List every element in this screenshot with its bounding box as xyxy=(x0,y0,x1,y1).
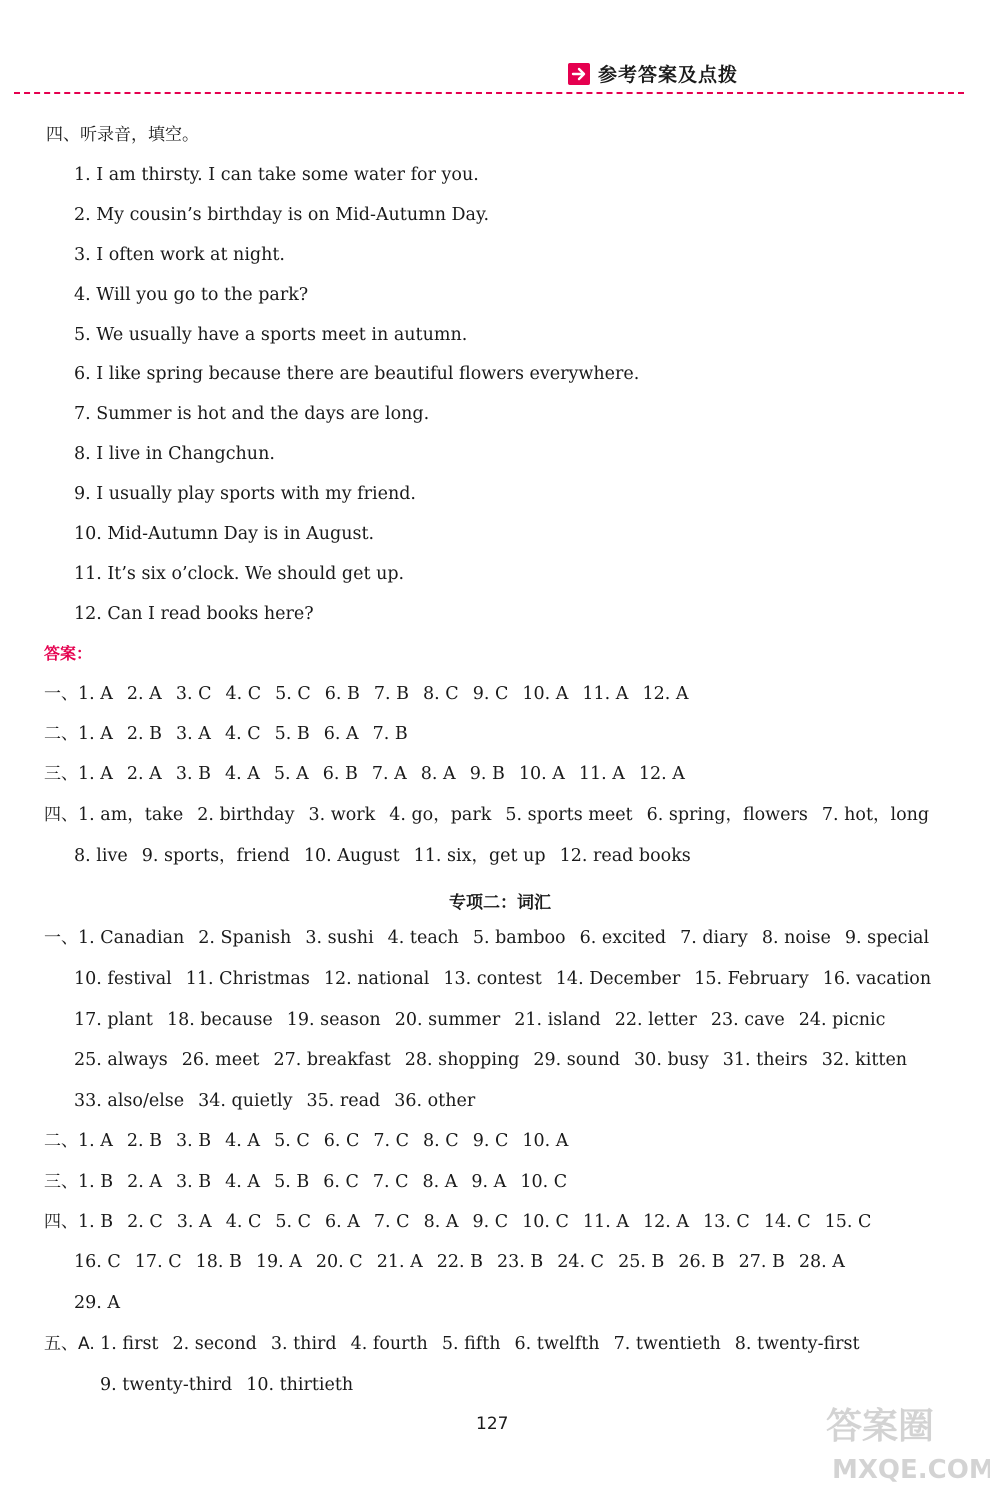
answer-item: 22. B xyxy=(436,1252,484,1272)
answer-row xyxy=(74,1049,921,1071)
answer-item: 9. B xyxy=(469,764,505,784)
answer-row xyxy=(44,1211,885,1233)
transcript-line: 1. I am thirsty. I can take some water for you. xyxy=(74,165,479,185)
answer-row xyxy=(74,845,705,867)
answer-item: 36. other xyxy=(394,1091,476,1111)
answer-item: 18. because xyxy=(166,1010,273,1030)
answer-item: 3. A xyxy=(176,724,211,744)
transcript-line: 5. We usually have a sports meet in autumn. xyxy=(74,325,468,345)
answer-item: 7. B xyxy=(372,724,408,744)
answer-item: 2. birthday xyxy=(197,805,295,825)
answer-item: 7. A xyxy=(371,764,407,784)
answer-item: 1. B xyxy=(78,1172,114,1192)
answer-item: 14. December xyxy=(555,969,681,989)
watermark-text: 答案圈 xyxy=(826,1406,935,1447)
row-prefix: 五、A. xyxy=(44,1334,101,1354)
answer-item: 4. C xyxy=(225,1212,262,1232)
answer-item: 5. C xyxy=(275,684,311,704)
answer-item: 6. B xyxy=(322,764,358,784)
answer-item: 1. A xyxy=(78,1131,113,1151)
section-title: 专项二：词汇 xyxy=(449,893,551,913)
row-prefix: 二、 xyxy=(44,724,78,744)
answer-item: 6. spring，flowers xyxy=(646,805,808,825)
row-prefix: 三、 xyxy=(44,1172,78,1192)
answer-item: 20. C xyxy=(315,1252,363,1272)
answer-item: 10. C xyxy=(520,1172,568,1192)
watermark-logo xyxy=(818,1396,990,1486)
answer-item: 15. C xyxy=(824,1212,872,1232)
answer-row xyxy=(44,723,422,745)
answer-item: 1. A xyxy=(78,764,113,784)
answer-item: 7. twentieth xyxy=(613,1334,721,1354)
answer-row xyxy=(44,804,943,826)
answer-item: 7. B xyxy=(373,684,410,704)
row-prefix: 三、 xyxy=(44,764,78,784)
answer-row xyxy=(74,968,945,990)
answer-item: 4. A xyxy=(225,1172,261,1192)
answer-item: 2. A xyxy=(127,1172,163,1192)
answer-row xyxy=(44,683,702,705)
row-prefix: 四、 xyxy=(44,1212,78,1232)
answer-item: 3. A xyxy=(176,1212,212,1232)
arrow-right-icon xyxy=(568,63,590,85)
answer-row xyxy=(74,1090,489,1112)
answer-item: 12. national xyxy=(323,969,430,989)
answer-item: 5. B xyxy=(274,1172,310,1192)
answer-item: 9. special xyxy=(844,928,930,948)
answer-item: 23. cave xyxy=(710,1010,785,1030)
answer-item: 3. work xyxy=(308,805,376,825)
row-prefix: 四、 xyxy=(44,805,78,825)
answer-item: 12. read books xyxy=(559,846,691,866)
answer-item: 7. diary xyxy=(680,928,748,948)
answer-item: 16. C xyxy=(74,1252,121,1272)
answer-row xyxy=(44,1171,581,1193)
answer-item: 12. A xyxy=(638,764,685,784)
answer-item: 12. A xyxy=(642,684,689,704)
answer-item: 2. A xyxy=(126,764,162,784)
answer-item: 10. A xyxy=(522,1131,569,1151)
answer-item: 1. am，take xyxy=(78,805,184,825)
answer-item: 11. A xyxy=(578,764,625,784)
page-number: 127 xyxy=(476,1414,509,1434)
answer-item: 8. noise xyxy=(761,928,831,948)
answer-item: 3. B xyxy=(176,1131,212,1151)
answer-item: 27. breakfast xyxy=(273,1050,391,1070)
answer-item: 8. live xyxy=(74,846,128,866)
answer-item: 7. C xyxy=(373,1212,410,1232)
answer-item: 33. also/else xyxy=(74,1091,185,1111)
answers-label: 答案： xyxy=(44,644,93,663)
answer-item: 11. Christmas xyxy=(185,969,310,989)
answer-item: 5. C xyxy=(274,1131,310,1151)
answer-item: 5. fifth xyxy=(441,1334,501,1354)
answer-item: 21. island xyxy=(514,1010,601,1030)
answer-item: 31. theirs xyxy=(722,1050,808,1070)
answer-item: 19. season xyxy=(286,1010,381,1030)
answer-item: 5. A xyxy=(273,764,309,784)
answer-row xyxy=(44,1333,874,1355)
answer-item: 3. B xyxy=(175,764,211,784)
answer-item: 26. meet xyxy=(181,1050,260,1070)
row-prefix: 二、 xyxy=(44,1131,78,1151)
answer-item: 23. B xyxy=(497,1252,544,1272)
answer-item: 9. C xyxy=(472,1131,509,1151)
answer-item: 16. vacation xyxy=(822,969,932,989)
header-title: 参考答案及点拨 xyxy=(598,64,739,86)
answer-item: 6. twelfth xyxy=(514,1334,600,1354)
answer-item: 7. C xyxy=(372,1172,409,1192)
answer-item: 30. busy xyxy=(634,1050,709,1070)
answer-item: 26. B xyxy=(678,1252,725,1272)
answer-item: 9. A xyxy=(471,1172,507,1192)
answer-item: 10. A xyxy=(522,684,569,704)
answer-item: 13. contest xyxy=(443,969,542,989)
answer-row xyxy=(74,1251,859,1273)
transcript-line: 6. I like spring because there are beautiful flowers everywhere. xyxy=(74,364,640,384)
answer-item: 27. B xyxy=(738,1252,785,1272)
answer-item: 4. go，park xyxy=(389,805,492,825)
answer-item: 8. A xyxy=(422,1172,458,1192)
transcript-line: 3. I often work at night. xyxy=(74,245,285,265)
answer-item: 25. B xyxy=(618,1252,665,1272)
answer-item: 10. festival xyxy=(74,969,172,989)
answer-item: 9. twenty-third xyxy=(100,1375,233,1395)
answer-item: 5. C xyxy=(275,1212,311,1232)
answer-row xyxy=(74,1009,899,1031)
answer-item: 20. summer xyxy=(394,1010,501,1030)
answer-row xyxy=(74,1292,134,1314)
answer-item: 1. first xyxy=(100,1334,159,1354)
answer-item: 24. picnic xyxy=(798,1010,886,1030)
answer-item: 2. C xyxy=(127,1212,163,1232)
answer-item: 2. B xyxy=(126,1131,163,1151)
answer-item: 3. B xyxy=(176,1172,212,1192)
answer-item: 8. twenty-first xyxy=(734,1334,860,1354)
answer-item: 6. A xyxy=(325,1212,360,1232)
answer-item: 19. A xyxy=(255,1252,302,1272)
answer-item: 11. A xyxy=(582,1212,629,1232)
answer-row xyxy=(100,1374,367,1396)
answer-item: 6. C xyxy=(323,1172,359,1192)
answer-item: 5. B xyxy=(274,724,310,744)
transcript-line: 10. Mid-Autumn Day is in August. xyxy=(74,524,375,544)
answer-item: 28. A xyxy=(798,1252,845,1272)
answer-item: 4. A xyxy=(224,764,260,784)
transcript-line: 11. It’s six o’clock. We should get up. xyxy=(74,564,405,584)
answer-item: 10. August xyxy=(303,846,400,866)
answer-item: 5. sports meet xyxy=(505,805,633,825)
answer-item: 24. C xyxy=(557,1252,605,1272)
answer-item: 3. third xyxy=(270,1334,337,1354)
answer-item: 11. A xyxy=(582,684,629,704)
answer-row xyxy=(44,927,943,949)
answer-item: 8. C xyxy=(423,1131,459,1151)
answer-item: 6. excited xyxy=(579,928,667,948)
section-heading: 四、听录音，填空。 xyxy=(46,125,199,145)
row-prefix: 一、 xyxy=(44,684,78,704)
answer-item: 10. C xyxy=(522,1212,569,1232)
answer-item: 4. teach xyxy=(387,928,459,948)
answer-row xyxy=(44,1130,582,1152)
answer-item: 1. A xyxy=(78,684,113,704)
answer-item: 10. A xyxy=(518,764,565,784)
answer-item: 1. Canadian xyxy=(78,928,185,948)
answer-item: 4. fourth xyxy=(350,1334,428,1354)
answer-item: 6. A xyxy=(323,724,359,744)
answer-item: 35. read xyxy=(306,1091,381,1111)
answer-item: 4. C xyxy=(225,684,262,704)
row-prefix: 一、 xyxy=(44,928,78,948)
answer-item: 2. second xyxy=(172,1334,257,1354)
answer-item: 5. bamboo xyxy=(472,928,566,948)
watermark-url: MXQE.COM xyxy=(832,1455,990,1485)
answer-item: 32. kitten xyxy=(821,1050,908,1070)
answer-item: 7. C xyxy=(373,1131,410,1151)
answer-item: 1. A xyxy=(78,724,113,744)
answer-item: 8. C xyxy=(423,684,459,704)
answer-item: 29. A xyxy=(74,1293,121,1313)
answer-item: 3. C xyxy=(175,684,212,704)
answer-item: 8. A xyxy=(423,1212,459,1232)
answer-item: 11. six，get up xyxy=(413,846,546,866)
answer-item: 6. B xyxy=(324,684,360,704)
answer-item: 17. plant xyxy=(74,1010,153,1030)
answer-item: 17. C xyxy=(134,1252,182,1272)
answer-item: 28. shopping xyxy=(404,1050,520,1070)
transcript-line: 9. I usually play sports with my friend. xyxy=(74,484,416,504)
answer-item: 1. B xyxy=(78,1212,114,1232)
transcript-line: 8. I live in Changchun. xyxy=(74,444,275,464)
answer-item: 14. C xyxy=(763,1212,811,1232)
answer-item: 2. B xyxy=(126,724,163,744)
answer-item: 21. A xyxy=(376,1252,423,1272)
transcript-line: 12. Can I read books here? xyxy=(74,604,314,624)
answer-item: 2. Spanish xyxy=(198,928,292,948)
answer-item: 34. quietly xyxy=(198,1091,293,1111)
answer-item: 9. sports，friend xyxy=(141,846,290,866)
answer-item: 18. B xyxy=(195,1252,242,1272)
answer-item: 9. C xyxy=(472,1212,509,1232)
answer-item: 7. hot，long xyxy=(821,805,930,825)
transcript-line: 4. Will you go to the park? xyxy=(74,285,309,305)
transcript-line: 7. Summer is hot and the days are long. xyxy=(74,404,430,424)
transcript-line: 2. My cousin’s birthday is on Mid-Autumn Day. xyxy=(74,205,490,225)
header-divider xyxy=(14,92,964,94)
answer-item: 13. C xyxy=(703,1212,750,1232)
answer-item: 9. C xyxy=(472,684,509,704)
answer-item: 29. sound xyxy=(533,1050,621,1070)
answer-item: 4. C xyxy=(224,724,261,744)
answer-row xyxy=(44,763,699,785)
answer-item: 22. letter xyxy=(614,1010,697,1030)
answer-item: 4. A xyxy=(225,1131,261,1151)
answer-item: 6. C xyxy=(323,1131,360,1151)
answer-item: 25. always xyxy=(74,1050,168,1070)
answer-item: 8. A xyxy=(420,764,456,784)
answer-item: 3. sushi xyxy=(305,928,374,948)
page-header xyxy=(568,60,738,87)
answer-item: 12. A xyxy=(642,1212,690,1232)
answer-item: 10. thirtieth xyxy=(246,1375,354,1395)
answer-item: 15. February xyxy=(694,969,809,989)
answer-item: 2. A xyxy=(126,684,162,704)
